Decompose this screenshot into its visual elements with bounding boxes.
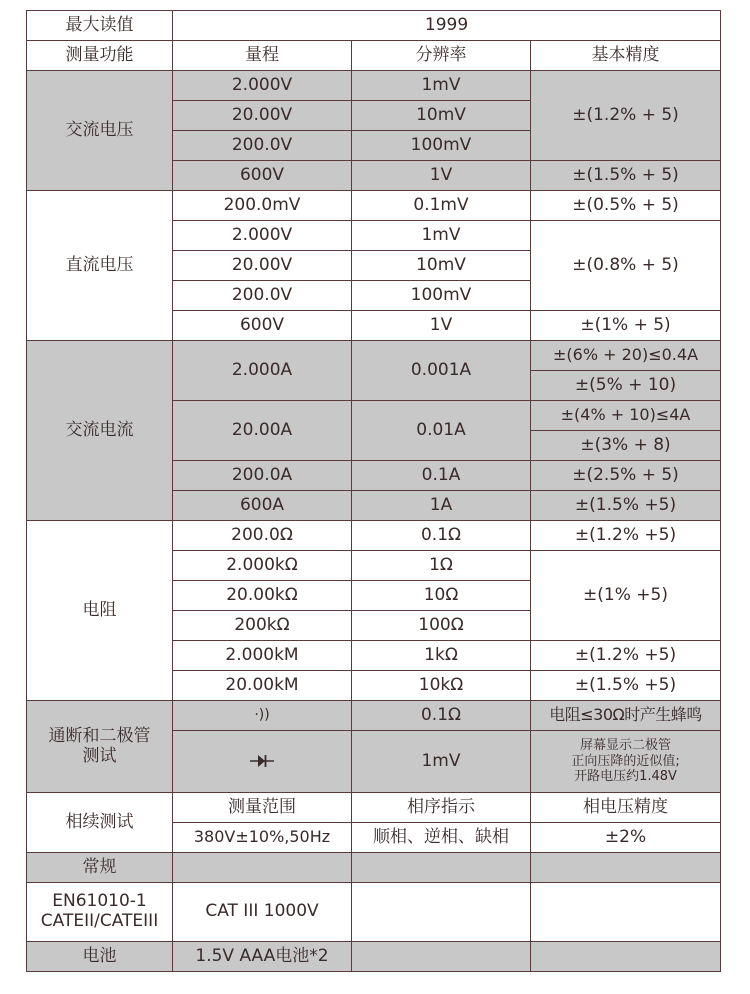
range-cell: 2.000kΩ [173, 551, 352, 581]
accuracy-cell: ±(5% + 10) [531, 371, 721, 401]
range-cell: 2.000A [173, 341, 352, 401]
accuracy-cell: ±(1% +5) [531, 551, 721, 641]
accuracy-cell: ±(1.2% +5) [531, 521, 721, 551]
table-row [27, 883, 721, 942]
resolution-cell: 100mV [352, 131, 531, 161]
resolution-cell: 0.01A [352, 401, 531, 461]
range-cell: 600V [173, 311, 352, 341]
diode-symbol [250, 754, 274, 768]
acv-label: 交流电压 [27, 71, 173, 191]
range-cell: 200.0V [173, 131, 352, 161]
empty-cell [352, 883, 531, 942]
max-reading-label: 最大读值 [27, 11, 173, 41]
general-label: 常规 [27, 853, 173, 883]
resolution-cell: 0.001A [352, 341, 531, 401]
range-cell: 20.00V [173, 251, 352, 281]
range-cell: 2.000V [173, 221, 352, 251]
resolution-cell: 1Ω [352, 551, 531, 581]
aca-label: 交流电流 [27, 341, 173, 521]
resolution-cell: 0.1mV [352, 191, 531, 221]
accuracy-cell: ±(4% + 10)≤4A [531, 401, 721, 431]
resolution-cell: 1A [352, 491, 531, 521]
diode-acc-line2: 正向压降的近似值; [571, 753, 680, 769]
range-cell: 600A [173, 491, 352, 521]
cont-label-line2: 测试 [82, 745, 117, 766]
table-row [27, 521, 721, 551]
battery-value: 1.5V AAA电池*2 [173, 942, 352, 972]
safety-label-line1: EN61010-1 [52, 891, 147, 912]
resolution-cell: 0.1A [352, 461, 531, 491]
diode-accuracy-cell [531, 731, 721, 793]
empty-cell [531, 942, 721, 972]
empty-cell [173, 853, 352, 883]
cont-label [27, 701, 173, 793]
range-cell: 200.0mV [173, 191, 352, 221]
range-cell: 20.00V [173, 101, 352, 131]
resolution-cell: 10Ω [352, 581, 531, 611]
table-row [27, 942, 721, 972]
accuracy-cell: ±(1.5% +5) [531, 671, 721, 701]
diode-acc-line3: 开路电压约1.48V [574, 769, 677, 785]
range-cell: 20.00kM [173, 671, 352, 701]
empty-cell [352, 853, 531, 883]
resolution-cell: 0.1Ω [352, 701, 531, 731]
range-cell: 600V [173, 161, 352, 191]
range-cell: 200.0Ω [173, 521, 352, 551]
resolution-cell: 1kΩ [352, 641, 531, 671]
empty-cell [531, 853, 721, 883]
phase-header-indicator: 相序指示 [352, 793, 531, 823]
accuracy-cell: ±(2.5% + 5) [531, 461, 721, 491]
resolution-cell: 1mV [352, 71, 531, 101]
empty-cell [352, 942, 531, 972]
resolution-cell: 0.1Ω [352, 521, 531, 551]
range-cell: 200.0V [173, 281, 352, 311]
accuracy-cell: ±(1.2% + 5) [531, 71, 721, 161]
header-row [27, 41, 721, 71]
table-row [27, 341, 721, 371]
max-reading-row [27, 11, 721, 41]
diode-icon [173, 731, 352, 793]
table-row [27, 71, 721, 101]
empty-cell [531, 883, 721, 942]
col-function: 测量功能 [27, 41, 173, 71]
accuracy-cell: ±(1.5% + 5) [531, 161, 721, 191]
accuracy-cell: ±(6% + 20)≤0.4A [531, 341, 721, 371]
battery-label: 电池 [27, 942, 173, 972]
phase-indicator-value: 顺相、逆相、缺相 [352, 823, 531, 853]
resolution-cell: 10kΩ [352, 671, 531, 701]
resolution-cell: 1mV [352, 221, 531, 251]
max-reading-value: 1999 [173, 11, 721, 41]
safety-value: CAT III 1000V [173, 883, 352, 942]
resolution-cell: 1mV [352, 731, 531, 793]
res-label: 电阻 [27, 521, 173, 701]
safety-label-line2: CATEII/CATEIII [40, 911, 159, 931]
table-row [27, 853, 721, 883]
resolution-cell: 10mV [352, 101, 531, 131]
range-cell: 2.000V [173, 71, 352, 101]
spec-table [26, 10, 721, 972]
accuracy-cell: ±(0.5% + 5) [531, 191, 721, 221]
accuracy-cell: ±(0.8% + 5) [531, 221, 721, 311]
buzzer-icon: ·)) [173, 701, 352, 731]
range-cell: 20.00kΩ [173, 581, 352, 611]
accuracy-cell: ±(3% + 8) [531, 431, 721, 461]
table-row [27, 793, 721, 823]
resolution-cell: 1V [352, 311, 531, 341]
range-cell: 2.000kM [173, 641, 352, 671]
resolution-cell: 10mV [352, 251, 531, 281]
range-cell: 200.0A [173, 461, 352, 491]
resolution-cell: 100mV [352, 281, 531, 311]
phase-range-value: 380V±10%,50Hz [173, 823, 352, 853]
safety-label [27, 883, 173, 942]
phase-header-range: 测量范围 [173, 793, 352, 823]
phase-label: 相续测试 [27, 793, 173, 853]
col-accuracy: 基本精度 [531, 41, 721, 71]
range-cell: 20.00A [173, 401, 352, 461]
phase-header-accuracy: 相电压精度 [531, 793, 721, 823]
accuracy-cell: ±(1% + 5) [531, 311, 721, 341]
col-resolution: 分辨率 [352, 41, 531, 71]
table-row [27, 701, 721, 731]
accuracy-cell: ±(1.2% +5) [531, 641, 721, 671]
dcv-label: 直流电压 [27, 191, 173, 341]
range-cell: 200kΩ [173, 611, 352, 641]
resolution-cell: 100Ω [352, 611, 531, 641]
table-row [27, 191, 721, 221]
phase-accuracy-value: ±2% [531, 823, 721, 853]
resolution-cell: 1V [352, 161, 531, 191]
accuracy-cell: 电阻≤30Ω时产生蜂鸣 [531, 701, 721, 731]
diode-acc-line1: 屏幕显示二极管 [580, 738, 672, 754]
cont-label-line1: 通断和二极管 [48, 725, 151, 746]
accuracy-cell: ±(1.5% +5) [531, 491, 721, 521]
col-range: 量程 [173, 41, 352, 71]
